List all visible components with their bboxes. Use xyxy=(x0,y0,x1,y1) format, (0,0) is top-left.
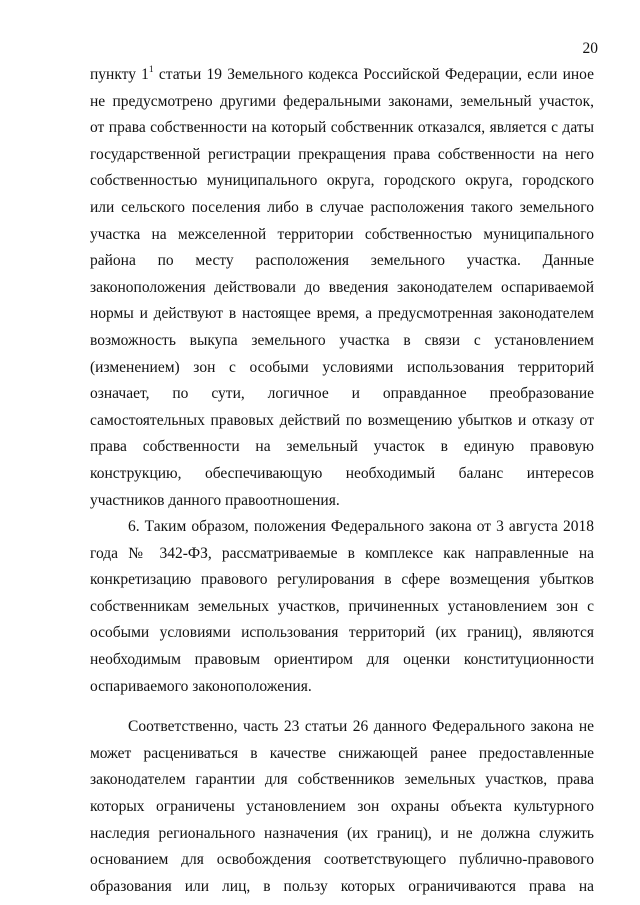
document-body xyxy=(90,62,594,900)
text-line: образования или лиц, в пользу которых ограничиваются права на xyxy=(90,877,594,895)
text-line: участка на межселенной территории собственностью муниципального xyxy=(90,225,594,243)
text-line: законоположения действовали до введения законодателем оспариваемой xyxy=(90,278,594,296)
page-number: 20 xyxy=(582,40,598,57)
text-line: конструкцию, обеспечивающую необходимый баланс интересов xyxy=(90,464,594,482)
text-line: года № 342-ФЗ, рассматриваемые в комплексе как направленные на xyxy=(90,544,594,562)
text-line: законодателем гарантии для собственников земельных участков, права xyxy=(90,771,594,789)
text-fragment: пункту 1 xyxy=(90,66,149,83)
text-line: не предусмотрено другими федеральными законами, земельный участок, xyxy=(90,92,594,110)
text-line: 6. Таким образом, положения Федерального закона от 3 августа 2018 xyxy=(128,518,594,536)
text-line: района по месту расположения земельного участка. Данные xyxy=(90,252,594,270)
paragraph-spacer xyxy=(90,700,594,714)
text-line: самостоятельных правовых действий по возмещению убытков и отказу от xyxy=(90,411,594,429)
text-line: оспариваемого законоположения. xyxy=(90,677,312,695)
text-line: собственникам земельных участков, причиненных установлением зон с xyxy=(90,597,594,615)
text-line: которых ограничены установлением зон охраны объекта культурного xyxy=(90,798,594,816)
paragraph-3 xyxy=(90,714,594,900)
text-line: собственностью муниципального округа, городского округа, городского xyxy=(90,172,594,190)
text-line: может расцениваться в качестве снижающей ранее предоставленные xyxy=(90,744,594,762)
text-line xyxy=(90,62,594,89)
text-line: особыми условиями использования территорий (их границ), являются xyxy=(90,624,594,642)
text-line: государственной регистрации прекращения права собственности на него xyxy=(90,145,594,163)
text-line: необходимым правовым ориентиром для оценки конституционности xyxy=(90,651,594,669)
text-fragment: статьи 19 Земельного кодекса Российской Федерации, если иное xyxy=(153,66,594,83)
text-line: (изменением) зон с особыми условиями использования территорий xyxy=(90,358,594,376)
text-line: от права собственности на который собственник отказался, является с даты xyxy=(90,119,594,137)
text-line: конкретизацию правового регулирования в сфере возмещения убытков xyxy=(90,571,594,589)
text-line: нормы и действуют в настоящее время, а предусмотренная законодателем xyxy=(90,305,594,323)
superscript: 1 xyxy=(148,65,154,75)
text-line: наследия регионального назначения (их границ), и не должна служить xyxy=(90,824,594,842)
text-line: права собственности на земельный участок в единую правовую xyxy=(90,438,594,456)
paragraph-1 xyxy=(90,62,594,514)
text-line: участников данного правоотношения. xyxy=(90,491,340,509)
paragraph-2 xyxy=(90,514,594,700)
text-line: возможность выкупа земельного участка в связи с установлением xyxy=(90,331,594,349)
text-line: основанием для освобождения соответствующего публично-правового xyxy=(90,851,594,869)
text-line: Соответственно, часть 23 статьи 26 данного Федерального закона не xyxy=(128,718,594,736)
text-line: означает, по сути, логичное и оправданное преобразование xyxy=(90,385,594,403)
text-line: или сельского поселения либо в случае расположения такого земельного xyxy=(90,198,594,216)
